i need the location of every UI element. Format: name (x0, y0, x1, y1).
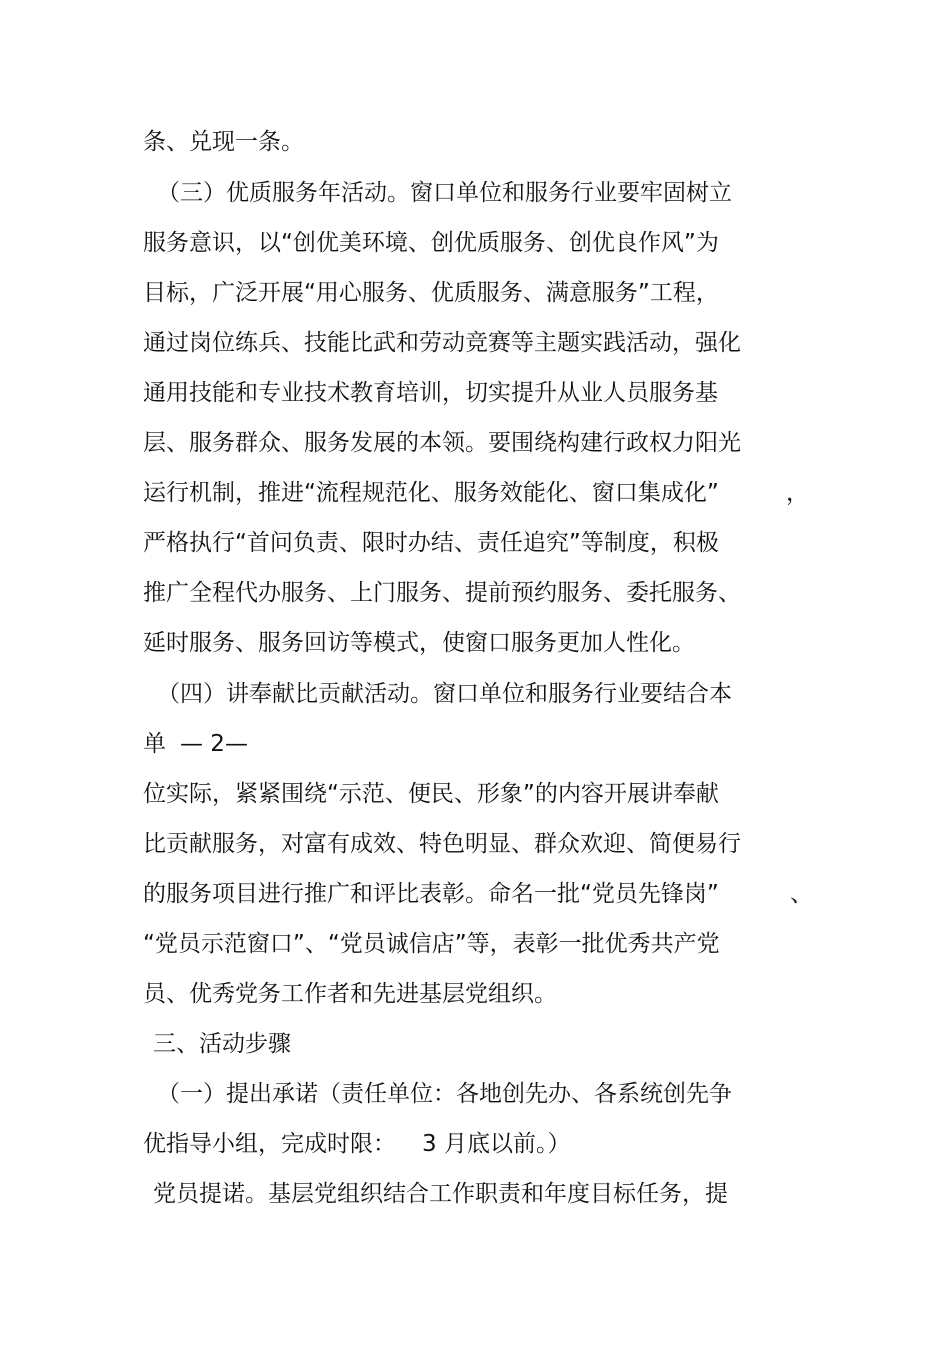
section-heading: 三、活动步骤 (153, 1031, 291, 1057)
trailing-punct: 、 (790, 881, 813, 907)
page-number: — 2— (180, 731, 248, 757)
text-line-10: 推广全程代办服务、上门服务、提前预约服务、委托服务、 (143, 580, 741, 606)
text-line-21: 优指导小组，完成时限： (143, 1131, 396, 1157)
text-line-1: 条、兑现一条。 (143, 129, 304, 155)
deadline-text: 3 月底以前。） (422, 1131, 571, 1157)
text-line-11: 延时服务、服务回访等模式，使窗口服务更加人性化。 (143, 630, 695, 656)
text-line-8: 运行机制，推进“流程规范化、服务效能化、窗口集成化” (143, 480, 719, 506)
text-line-15: 比贡献服务，对富有成效、特色明显、群众欢迎、简便易行 (143, 831, 741, 857)
text-line-14: 位实际，紧紧围绕“示范、便民、形象”的内容开展讲奉献 (143, 781, 719, 807)
text-line-12: （四）讲奉献比贡献活动。窗口单位和服务行业要结合本 (157, 681, 732, 707)
text-line-9: 严格执行“首问负责、限时办结、责任追究”等制度，积极 (143, 530, 719, 556)
text-line-5: 通过岗位练兵、技能比武和劳动竞赛等主题实践活动，强化 (143, 330, 741, 356)
text-line-7: 层、服务群众、服务发展的本领。要围绕构建行政权力阳光 (143, 430, 741, 456)
trailing-comma: ， (786, 480, 809, 506)
text-line-6: 通用技能和专业技术教育培训，切实提升从业人员服务基 (143, 380, 718, 406)
text-line-2: （三）优质服务年活动。窗口单位和服务行业要牢固树立 (157, 180, 732, 206)
text-line-13: 单 (143, 731, 166, 757)
text-line-3: 服务意识，以“创优美环境、创优质服务、创优良作风”为 (143, 230, 719, 256)
text-line-17: “党员示范窗口”、“党员诚信店”等，表彰一批优秀共产党 (143, 931, 720, 957)
text-line-20: （一）提出承诺（责任单位：各地创先办、各系统创先争 (157, 1081, 732, 1107)
text-line-22: 党员提诺。基层党组织结合工作职责和年度目标任务，提 (153, 1181, 728, 1207)
text-line-16: 的服务项目进行推广和评比表彰。命名一批“党员先锋岗” (143, 881, 719, 907)
text-line-18: 员、优秀党务工作者和先进基层党组织。 (143, 981, 557, 1007)
text-line-4: 目标，广泛开展“用心服务、优质服务、满意服务”工程， (143, 280, 719, 306)
